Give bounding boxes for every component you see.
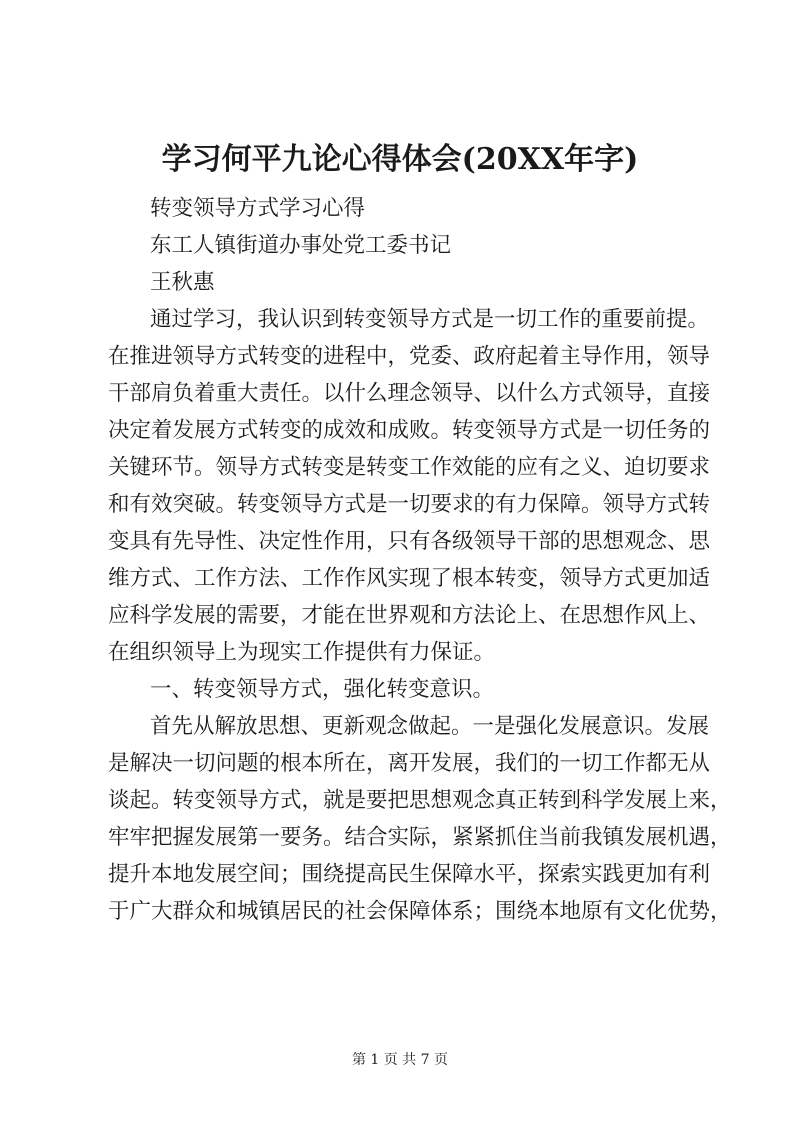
document-title: 学习何平九论心得体会(20XX年字) xyxy=(161,142,639,177)
document-body xyxy=(108,190,732,930)
paragraph-line: 东工人镇街道办事处党工委书记 xyxy=(150,233,452,258)
paragraph-line: 转变领导方式学习心得 xyxy=(150,196,366,221)
paragraph-line: 首先从解放思想、更新观念做起。一是强化发展意识。发展 xyxy=(150,714,710,739)
paragraph-line: 应科学发展的需要，才能在世界观和方法论上、在思想作风上、 xyxy=(108,603,711,628)
paragraph-line: 在推进领导方式转变的进程中，党委、政府起着主导作用，领导 xyxy=(108,344,711,369)
paragraph-line: 在组织领导上为现实工作提供有力保证。 xyxy=(108,640,496,665)
paragraph-line: 关键环节。领导方式转变是转变工作效能的应有之义、迫切要求 xyxy=(108,455,711,480)
paragraph-line: 变具有先导性、决定性作用，只有各级领导干部的思想观念、思 xyxy=(108,529,711,554)
section-heading: 一、转变领导方式，强化转变意识。 xyxy=(150,677,495,702)
paragraph-line: 王秋惠 xyxy=(150,270,215,295)
paragraph-line: 提升本地发展空间；围绕提高民生保障水平，探索实践更加有利 xyxy=(108,862,711,887)
paragraph-line: 谈起。转变领导方式，就是要把思想观念真正转到科学发展上来， xyxy=(108,788,732,813)
paragraph-line: 是解决一切问题的根本所在，离开发展，我们的一切工作都无从 xyxy=(108,751,711,776)
paragraph-line: 通过学习，我认识到转变领导方式是一切工作的重要前提。 xyxy=(150,307,710,332)
paragraph-line: 和有效突破。转变领导方式是一切要求的有力保障。领导方式转 xyxy=(108,492,711,517)
paragraph-line: 决定着发展方式转变的成效和成败。转变领导方式是一切任务的 xyxy=(108,418,711,443)
paragraph-line: 维方式、工作方法、工作作风实现了根本转变，领导方式更加适 xyxy=(108,566,711,591)
paragraph-line: 牢牢把握发展第一要务。结合实际，紧紧抓住当前我镇发展机遇， xyxy=(108,825,732,850)
paragraph-line: 干部肩负着重大责任。以什么理念领导、以什么方式领导，直接 xyxy=(108,381,711,406)
page-number-footer: 第 1 页 共 7 页 xyxy=(351,1052,449,1068)
paragraph-line: 于广大群众和城镇居民的社会保障体系；围绕本地原有文化优势， xyxy=(108,899,732,924)
